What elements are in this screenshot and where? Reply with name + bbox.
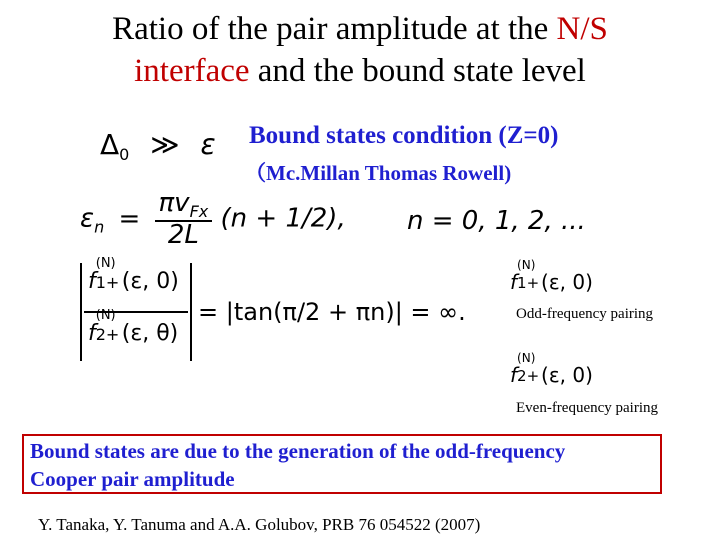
level-range: n = 0, 1, 2, ...	[407, 206, 586, 236]
ratio-denominator	[88, 308, 179, 346]
numerator-subscript: Fx	[189, 202, 209, 221]
title-highlight-ns: N/S	[556, 11, 608, 47]
conclusion-line-1: Bound states are due to the generation of the odd-frequency	[30, 439, 566, 463]
level-equals: =	[118, 203, 141, 234]
even-frequency-label: Even-frequency pairing	[516, 400, 659, 416]
odd-sub: 1+	[517, 274, 540, 292]
conclusion-box	[22, 434, 662, 494]
title-line-2-text: and the bound state level	[249, 53, 586, 89]
ratio-abs-bar-left	[80, 263, 82, 361]
delta-symbol: Δ	[100, 128, 120, 161]
slide-title	[0, 8, 720, 92]
ratio-fraction	[80, 256, 192, 361]
level-equation	[80, 190, 346, 248]
odd-amplitude	[510, 258, 593, 294]
even-args: (ε, 0)	[541, 363, 593, 387]
ratio-numerator	[88, 256, 179, 294]
ratio-num-sup: (N)	[95, 256, 116, 271]
level-fraction-denominator: 2L	[167, 220, 199, 250]
odd-args: (ε, 0)	[541, 270, 593, 294]
condition-equation	[100, 128, 216, 164]
ratio-den-args: (ε, θ)	[121, 321, 179, 346]
even-f: f	[510, 363, 518, 387]
numerator-text: πv	[158, 188, 190, 218]
ratio-num-sub: 1+	[95, 273, 120, 292]
condition-authors: （Mc.Millan Thomas Rowell)	[245, 161, 512, 185]
even-sup: (N)	[517, 351, 536, 365]
odd-frequency-label: Odd-frequency pairing	[516, 306, 654, 322]
level-fraction	[155, 190, 213, 248]
ratio-num-args: (ε, 0)	[121, 269, 179, 294]
much-greater-symbol: ≫	[150, 128, 180, 161]
level-lhs: ε	[80, 203, 95, 234]
even-sub: 2+	[517, 367, 540, 385]
delta-subscript: 0	[119, 145, 130, 164]
reference-citation: Y. Tanaka, Y. Tanuma and A.A. Golubov, PRB 76 054522 (2007)	[38, 515, 481, 534]
title-line-1	[0, 8, 720, 50]
ratio-rhs: = |tan(π/2 + πn)| = ∞.	[198, 298, 466, 326]
condition-label: Bound states condition (Z=0)	[249, 122, 559, 149]
level-factor: (n + 1/2),	[220, 203, 346, 234]
ratio-den-sup: (N)	[95, 308, 116, 323]
conclusion-line-2: Cooper pair amplitude	[30, 467, 235, 491]
ratio-num-f: f	[88, 269, 96, 294]
title-line-2	[0, 50, 720, 92]
title-line-1-text: Ratio of the pair amplitude at the	[112, 11, 557, 47]
title-highlight-interface: interface	[134, 53, 250, 89]
ratio-den-sub: 2+	[95, 325, 120, 344]
epsilon-symbol: ε	[200, 128, 216, 161]
ratio-den-f: f	[88, 321, 96, 346]
level-lhs-subscript: n	[94, 217, 105, 237]
odd-sup: (N)	[517, 258, 536, 272]
level-fraction-numerator	[155, 190, 213, 222]
ratio-abs-bar-right	[190, 263, 192, 361]
odd-f: f	[510, 270, 518, 294]
even-amplitude	[510, 351, 593, 387]
